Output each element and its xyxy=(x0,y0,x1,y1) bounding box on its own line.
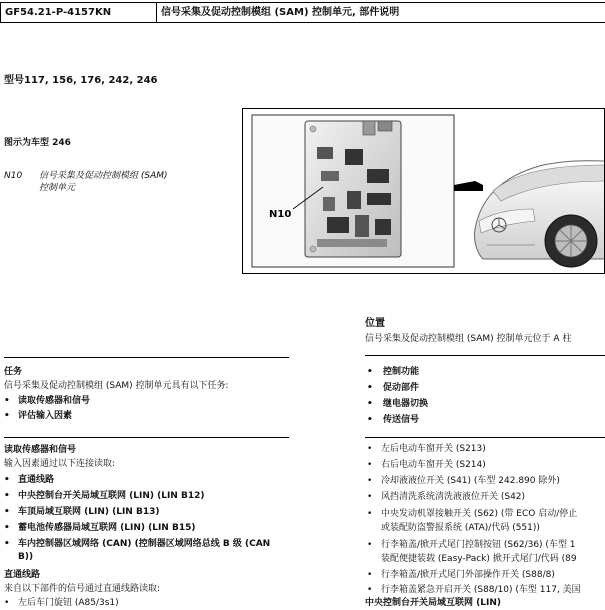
list-item: • 风挡清洗系统清洗液液位开关 (S42) xyxy=(367,492,526,502)
list-item: • 车顶局域互联网 (LIN) (LIN B13) xyxy=(4,507,160,517)
list-item-continued: 或装配防盗警报系统 (ATA)/代码 (551)) xyxy=(381,523,540,533)
component-figure xyxy=(242,108,605,274)
figure-legend-code: N10 xyxy=(4,171,23,181)
lin-heading: 中央控制台开关局域互联网 (LIN) xyxy=(365,598,501,608)
figure-legend-line2: 控制单元 xyxy=(39,183,76,193)
list-item-continued: 装配便捷装载 (Easy-Pack) 掀开式尾门/代码 (89 xyxy=(381,554,577,564)
read-sensors-list xyxy=(4,474,294,565)
list-item: • 读取传感器和信号 xyxy=(4,396,91,406)
figure-legend-line1: 信号采集及促动控制模组 (SAM) xyxy=(39,171,168,181)
tasks-intro: 信号采集及促动控制模组 (SAM) 控制单元具有以下任务: xyxy=(4,381,229,391)
connector-bar xyxy=(454,185,483,191)
list-item: • 车内控制器区域网络 (CAN) (控制器区域网络总线 B 级 (CAN xyxy=(4,539,271,549)
list-item: • 评估输入因素 xyxy=(4,411,73,421)
tasks-heading: 任务 xyxy=(4,367,23,377)
location-text: 信号采集及促动控制模组 (SAM) 控制单元位于 A 柱 xyxy=(365,334,572,344)
list-item: • 行李箱盖/掀开式尾门外部操作开关 (S88/8) xyxy=(367,570,555,580)
list-item: • 中央控制台开关局域互联网 (LIN) (LIN B12) xyxy=(4,491,205,501)
left-divider-2 xyxy=(4,437,289,438)
inputs-list xyxy=(365,443,605,598)
list-item: • 蓄电池传感器局域互联网 (LIN) (LIN B15) xyxy=(4,523,196,533)
list-item: • 传送信号 xyxy=(367,415,420,425)
list-item: • 行李箱盖紧急开启开关 (S88/10) (车型 117, 美国 xyxy=(367,585,581,595)
left-divider-1 xyxy=(4,357,289,358)
read-sensors-heading: 读取传感器和信号 xyxy=(4,445,77,455)
list-item: • 直通线路 xyxy=(4,475,55,485)
list-item-continued: B)) xyxy=(18,552,34,562)
document-title: 信号采集及促动控制模组 (SAM) 控制单元, 部件说明 xyxy=(161,7,400,18)
document-code: GF54.21-P-4157KN xyxy=(1,3,157,22)
read-sensors-intro: 输入因素通过以下连接读取: xyxy=(4,459,116,469)
list-item: • 促动部件 xyxy=(367,383,420,393)
list-item: • 控制功能 xyxy=(367,367,420,377)
figure-caption: 图示为车型 246 xyxy=(4,138,71,148)
direct-lines-heading: 直通线路 xyxy=(4,570,41,580)
right-divider-1 xyxy=(365,355,605,356)
models-line: 型号117, 156, 176, 242, 246 xyxy=(4,75,158,86)
list-item: • 继电器切换 xyxy=(367,399,429,409)
list-item: • 中央发动机罩接触开关 (S62) (带 ECO 启动/停止 xyxy=(367,509,578,519)
control-unit-illustration xyxy=(243,109,605,274)
location-heading: 位置 xyxy=(365,318,385,329)
direct-lines-intro: 来自以下部件的信号通过直通线路读取: xyxy=(4,584,161,594)
callout-label: N10 xyxy=(269,209,292,220)
car-illustration xyxy=(474,161,605,267)
tasks-list xyxy=(4,395,289,423)
right-divider-2 xyxy=(365,437,605,438)
list-item: • 行李箱盖/掀开式尾门控制按钮 (S62/36) (车型 1 xyxy=(367,540,576,550)
direct-lines-first-item: • 左后车门旋钮 (A85/3s1) xyxy=(4,598,119,608)
list-item: • 左后电动车窗开关 (S213) xyxy=(367,444,486,454)
functions-list xyxy=(365,366,605,427)
document-header xyxy=(0,2,605,23)
list-item: • 冷却液液位开关 (S41) (车型 242.890 除外) xyxy=(367,476,560,486)
sam-control-unit xyxy=(305,121,401,257)
list-item: • 右后电动车窗开关 (S214) xyxy=(367,460,486,470)
